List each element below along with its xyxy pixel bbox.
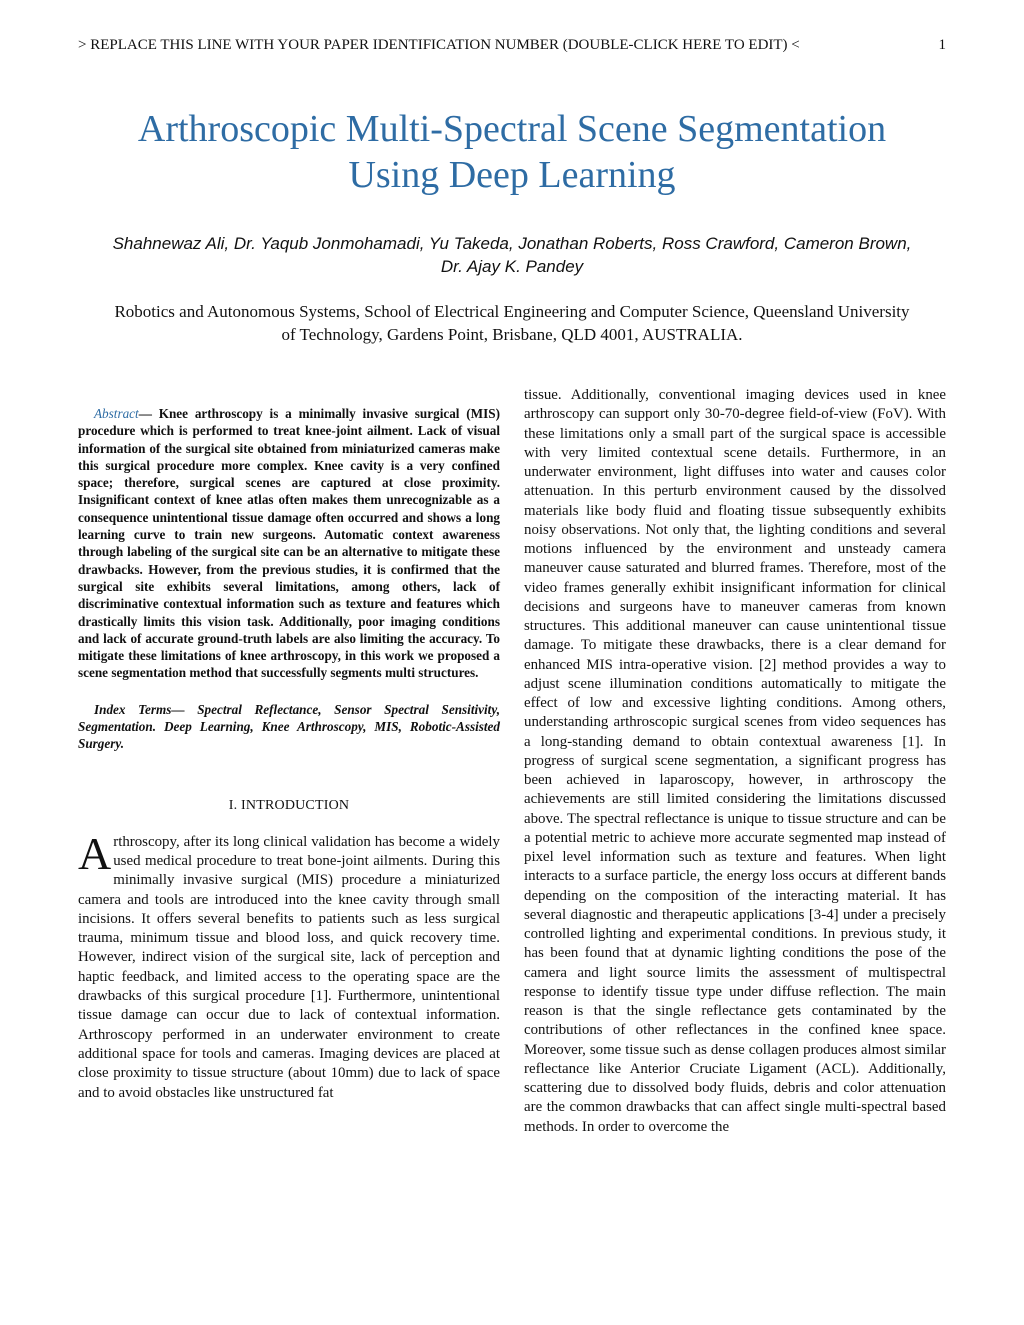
introduction-text: rthroscopy, after its long clinical validation has become a widely used medical procedure to treat bone-joint ailments. During this minimally invasive surgical (MIS) procedure a miniaturized camera and tools are introduced into the knee cavity through small incisions. It offers several benefits to patients such as less surgical trauma, minimum tissue and blood loss, and quick recovery time. However, indirect vision of the surgical site, lack of perception and haptic feedback, and limited access to the operating space are the drawbacks of this surgical procedure [1]. Furthermore, unintentional tissue damage can occur due to lack of contextual information. Arthroscopy performed in an underwater environment to create additional space for tools and cameras. Imaging devices are placed at close proximity to tissue structure (about 10mm) due to lack of space and to avoid obstacles like unstructured fat	[78, 833, 500, 1101]
abstract-dash: —	[138, 406, 152, 421]
index-terms: Index Terms— Spectral Reflectance, Sensor Spectral Sensitivity, Segmentation. Deep Learning, Knee Arthroscopy, MIS, Robotic-Assisted Surgery.	[78, 701, 500, 752]
drop-cap: A	[78, 827, 112, 879]
left-column	[78, 405, 500, 1103]
abstract-label: Abstract	[94, 406, 139, 421]
abstract	[78, 405, 500, 682]
introduction-paragraph	[78, 827, 500, 1103]
section-heading-introduction: I. INTRODUCTION	[228, 797, 350, 813]
author-list: Shahnewaz Ali, Dr. Yaqub Jonmohamadi, Yu Takeda, Jonathan Roberts, Ross Crawford, Cameron Brown, Dr. Ajay K. Pandey	[112, 234, 912, 276]
right-column	[524, 386, 946, 1137]
running-header-text: > REPLACE THIS LINE WITH YOUR PAPER IDENTIFICATION NUMBER (DOUBLE-CLICK HERE TO EDIT) <	[78, 37, 800, 53]
page-number: 1	[938, 37, 946, 53]
affiliation: Robotics and Autonomous Systems, School of Electrical Engineering and Computer Science, Queensland University of Technology, Gardens Point, Brisbane, QLD 4001, AUSTRALIA.	[114, 302, 910, 344]
abstract-text: Knee arthroscopy is a minimally invasive surgical (MIS) procedure which is performed to treat knee-joint ailment. Lack of visual information of the surgical site obtained from miniaturized cameras make this surgical procedure more complex. Knee cavity is a very confined space; therefore, surgical scenes are captured at close proximity. Insignificant context of knee atlas often makes them unrecognizable as a consequence unintentional tissue damage often occurred and shows a long learning curve to train new surgeons. Automatic context awareness through labeling of the surgical site can be an alternative to mitigate these drawbacks. However, from the previous studies, it is confirmed that the surgical site exhibits several limitations, among others, lack of discriminative contextual information such as texture and features which drastically limits this vision task. Additionally, poor imaging conditions and lack of accurate ground-truth labels are also limiting the accuracy. To mitigate these limitations of knee arthroscopy, in this work we proposed a scene segmentation method that successfully segments multi structures.	[78, 406, 500, 681]
paper-title: Arthroscopic Multi-Spectral Scene Segmentation Using Deep Learning	[137, 108, 887, 196]
right-column-text: tissue. Additionally, conventional imaging devices used in knee arthroscopy can support only 30-70-degree field-of-view (FoV). With these limitations only a small part of the surgical space is accessible with very limited contextual scene details. Furthermore, in an underwater environment, light diffuses into water and causes color attenuation. In this perturb environment caused by the dissolved materials like body fluid and floating tissue subsequently exhibits noisy observations. Not only that, the lighting conditions and several motions influenced by the environment and unsteady camera maneuver cause saturated and blurred frames. Therefore, most of the video frames generally exhibit insignificant information for clinical decisions and surgeons have to maneuver cameras from known structures. This additional maneuver can cause unintentional tissue damage. To mitigate these drawbacks, there is a clear demand for enhanced MIS intra-operative vision. [2] method provides a way to adjust scene illumination conditions automatically to mitigate the effect of low and excessive lighting conditions. Among others, understanding arthroscopic surgical scenes from video sequences has a long-standing demand to obtain contextual awareness [1]. In progress of surgical scene segmentation, a significant progress has been achieved in laparoscopy, however, in arthroscopy the achievements are still limited considering the limitations discussed above. The spectral reflectance is unique to tissue structure and can be a potential metric to achieve more accurate segmented map instead of pixel level information such as texture and features. When light interacts to a surface particle, the energy loss occurs at different bands depending on the composition of the interacting material. It has several diagnostic and therapeutic applications [3-4] under a precisely controlled lighting and experimental conditions. In previous study, it has been found that at dynamic lighting conditions the pose of the camera and light source limits the assessment of multispectral response to identify tissue type under diffuse reflection. The main reason is that the single reflectance gets contaminated by the contributions of other reflectances in the confined knee space. Moreover, some tissue such as dense collagen produces almost similar reflectance like Anterior Cruciate Ligament (ACL). Additionally, scattering due to dissolved body fluids, debris and color attenuation are the common drawbacks that can affect single multi-spectral based methods. In order to overcome the	[524, 387, 946, 1135]
